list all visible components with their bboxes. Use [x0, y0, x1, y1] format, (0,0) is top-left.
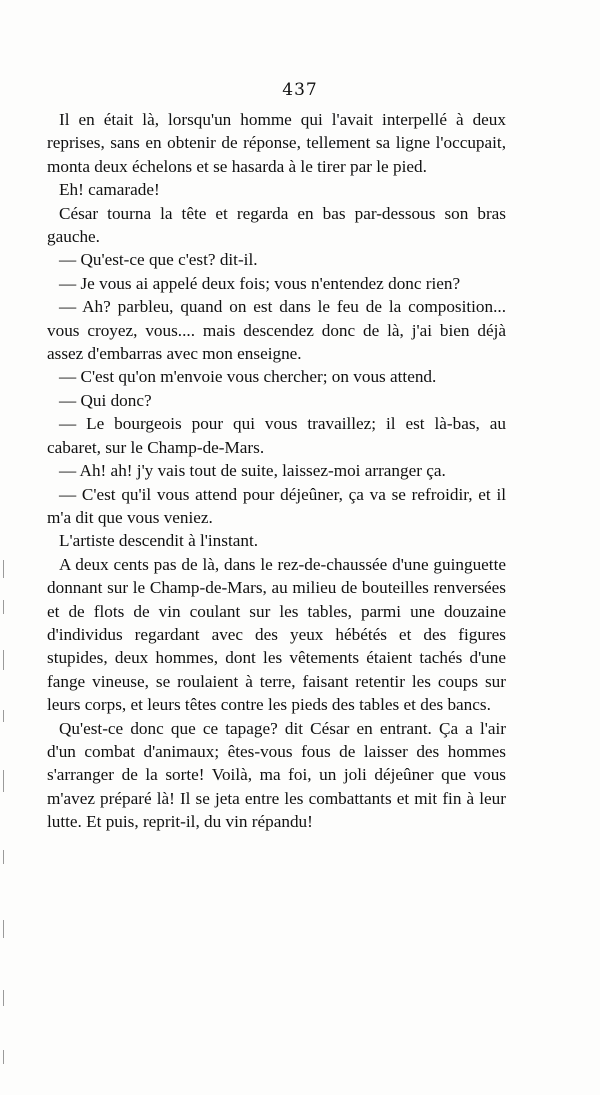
- paragraph: L'artiste descendit à l'instant.: [59, 531, 259, 551]
- dialogue-line: — Le bourgeois pour qui vous travaillez; il est là-bas, au cabaret, sur le Champ-de-Mars.: [47, 414, 506, 457]
- scan-margin-marks: [0, 560, 6, 1080]
- dialogue-line: — C'est qu'il vous attend pour déjeûner, ça va se refroidir, et il m'a dit que vous veniez.: [47, 484, 506, 527]
- dialogue-line: — Ah? parbleu, quand on est dans le feu de la composition... vous croyez, vous.... mais descendez donc de là, j'ai bien déjà assez d'embarras avec mon enseigne.: [47, 297, 506, 364]
- dialogue-line: — C'est qu'on m'envoie vous chercher; on vous attend.: [59, 367, 437, 387]
- paragraph: A deux cents pas de là, dans le rez-de-chaussée d'une guinguette donnant sur le Champ-de-Mars, au milieu de bouteilles renversées et de flots de vin coulant sur les tables, parmi une douzaine d'individus regardant avec des yeux hébétés et des figures stupides, deux hommes, dont les vêtements étaient tachés d'une fange vineuse, se roulaient à terre, faisant retentir les coups sur leurs corps, et leurs têtes contre les pieds des tables et des bancs.: [47, 554, 506, 715]
- dialogue-line: — Ah! ah! j'y vais tout de suite, laissez-moi arranger ça.: [59, 461, 446, 481]
- page-number: 437: [282, 80, 318, 100]
- paragraph: Eh! camarade!: [59, 180, 160, 200]
- dialogue-line: — Je vous ai appelé deux fois; vous n'entendez donc rien?: [59, 273, 461, 293]
- paragraph: César tourna la tête et regarda en bas par-dessous son bras gauche.: [47, 203, 506, 247]
- body-text: [47, 108, 506, 834]
- paragraph: Il en était là, lorsqu'un homme qui l'avait interpellé à deux reprises, sans en obtenir de réponse, tellement sa ligne l'occupait, monta deux échelons et se hasarda à le tirer par le pied.: [47, 110, 506, 176]
- dialogue-line: — Qu'est-ce que c'est? dit-il.: [59, 250, 258, 270]
- paragraph: Qu'est-ce donc que ce tapage? dit César en entrant. Ça a l'air d'un combat d'animaux; êtes-vous fous de laisser des hommes s'arranger de la sorte! Voilà, ma foi, un joli déjeûner que vous m'avez préparé là! Il se jeta entre les combattants et mit fin à leur lutte. Et puis, reprit-il, du vin répandu!: [47, 718, 506, 832]
- dialogue-line: — Qui donc?: [59, 390, 152, 410]
